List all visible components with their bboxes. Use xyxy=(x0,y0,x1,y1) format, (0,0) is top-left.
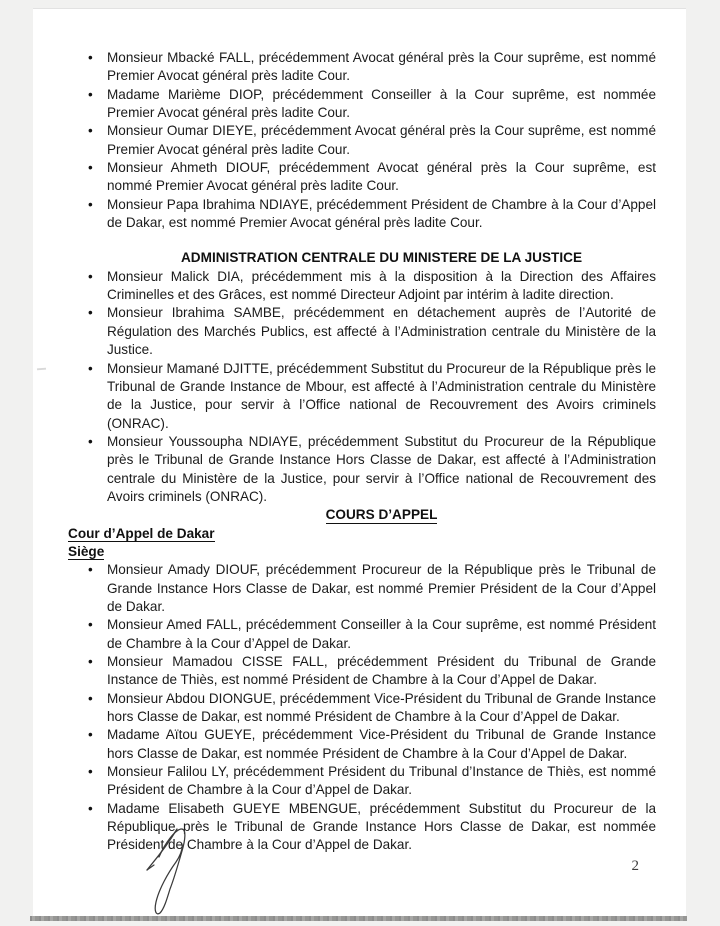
appointment-item: • Monsieur Mamadou CISSE FALL, précédemment Président du Tribunal de Grande Instance de Thiès, est nommé Président de Chambre à la Cour d’Appel de Dakar. xyxy=(107,653,656,690)
page-number: 2 xyxy=(631,858,639,874)
appointments-list-administration-centrale xyxy=(33,268,686,506)
subheading-siege-text: Siège xyxy=(68,543,105,559)
signature xyxy=(137,821,199,919)
subheading-siege xyxy=(33,543,686,561)
appointment-item: • Monsieur Amady DIOUF, précédemment Procureur de la République près le Tribunal de Grande Instance Hors Classe de Dakar, est nommé Premier Président de la Cour d’Appel de Dakar. xyxy=(107,561,656,616)
appointments-list-parquet-general xyxy=(33,49,686,232)
appointment-item: • Monsieur Falilou LY, précédemment Président du Tribunal d’Instance de Thiès, est nommé Président de Chambre à la Cour d’Appel de Dakar. xyxy=(107,763,656,800)
heading-cours-dappel xyxy=(33,506,686,524)
appointment-item: • Monsieur Mamané DJITTE, précédemment Substitut du Procureur de la République près le Tribunal de Grande Instance de Mbour, est affecté à l’Administration centrale du Ministère de la Justice, pour servir à l’Office national de Recouvrement des Avoirs criminels (ONRAC). xyxy=(107,360,656,433)
page-bottom-scan-edge xyxy=(30,916,687,921)
appointment-item: • Monsieur Amed FALL, précédemment Conseiller à la Cour suprême, est nommé Président de Chambre à la Cour d’Appel de Dakar. xyxy=(107,616,656,653)
appointment-item: • Madame Aïtou GUEYE, précédemment Vice-Président du Tribunal de Grande Instance hors Classe de Dakar, est nommée Président de Chambre à la Cour d’Appel de Dakar. xyxy=(107,726,656,763)
subheading-cour-dappel-de-dakar-text: Cour d’Appel de Dakar xyxy=(68,525,215,541)
appointment-item: • Monsieur Mbacké FALL, précédemment Avocat général près la Cour suprême, est nommé Premier Avocat général près ladite Cour. xyxy=(107,49,656,86)
signature-paraph-icon xyxy=(137,821,199,919)
appointments-list-cour-appel-dakar-siege xyxy=(33,561,686,855)
appointment-item: • Madame Elisabeth GUEYE MBENGUE, précédemment Substitut du Procureur de la République près le Tribunal de Grande Instance Hors Classe de Dakar, est nommée Président de Chambre à la Cour d’Appel de Dakar. xyxy=(107,800,656,855)
appointment-item: • Monsieur Abdou DIONGUE, précédemment Vice-Président du Tribunal de Grande Instance hors Classe de Dakar, est nommé Président de Chambre à la Cour d’Appel de Dakar. xyxy=(107,690,656,727)
appointment-item: • Monsieur Oumar DIEYE, précédemment Avocat général près la Cour suprême, est nommé Premier Avocat général près ladite Cour. xyxy=(107,122,656,159)
document-content xyxy=(33,9,686,855)
appointment-item: • Monsieur Ibrahima SAMBE, précédemment en détachement auprès de l’Autorité de Régulation des Marchés Publics, est affecté à l’Administration centrale du Ministère de la Justice. xyxy=(107,304,656,359)
appointment-item: • Madame Marième DIOP, précédemment Conseiller à la Cour suprême, est nommée Premier Avocat général près ladite Cour. xyxy=(107,86,656,123)
heading-administration-centrale: ADMINISTRATION CENTRALE DU MINISTERE DE LA JUSTICE xyxy=(180,250,583,266)
appointment-item: • Monsieur Malick DIA, précédemment mis à la disposition à la Direction des Affaires Criminelles et des Grâces, est nommé Directeur Adjoint par intérim à ladite direction. xyxy=(107,268,656,305)
appointment-item: • Monsieur Papa Ibrahima NDIAYE, précédemment Président de Chambre à la Cour d’Appel de Dakar, est nommé Premier Avocat général près ladite Cour. xyxy=(107,196,656,233)
document-page xyxy=(33,8,686,921)
appointment-item: • Monsieur Youssoupha NDIAYE, précédemment Substitut du Procureur de la République près le Tribunal de Grande Instance Hors Classe de Dakar, est affecté à l’Administration centrale du Ministère de la Justice, pour servir à l’Office national de Recouvrement des Avoirs criminels (ONRAC). xyxy=(107,433,656,506)
heading-cours-dappel-text: COURS D’APPEL xyxy=(325,507,438,523)
appointment-item: • Monsieur Ahmeth DIOUF, précédemment Avocat général près la Cour suprême, est nommé Premier Avocat général près ladite Cour. xyxy=(107,159,656,196)
subheading-cour-dappel-de-dakar xyxy=(33,525,686,543)
